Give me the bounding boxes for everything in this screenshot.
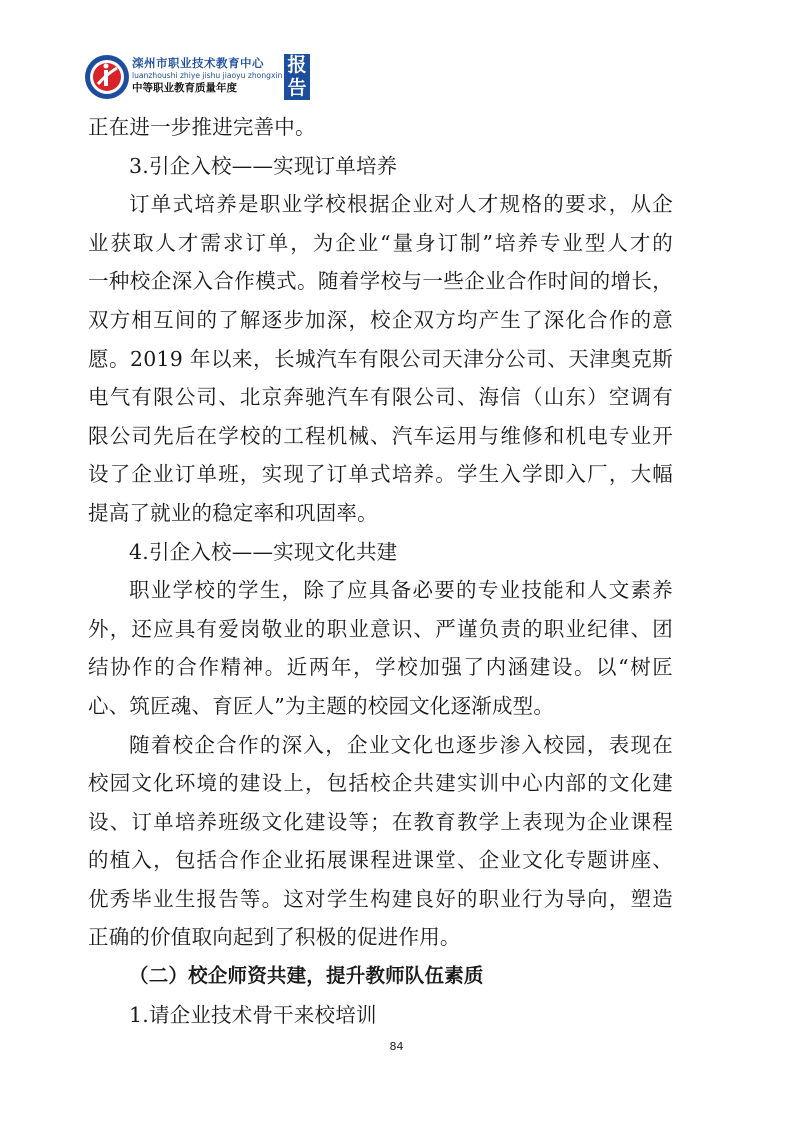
text-line: 订单式培养是职业学校根据企业对人才规格的要求，从企 [129, 192, 673, 217]
text-line: 双方相互间的了解逐步加深，校企双方均产生了深化合作的意 [88, 307, 673, 332]
text-line: 愿。2019 年以来，长城汽车有限公司天津分公司、天津奥克斯 [88, 346, 673, 371]
school-logo-icon [84, 54, 130, 100]
text-line: 业获取人才需求订单，为企业“量身订制”培养专业型人才的 [88, 230, 673, 255]
page-number: 84 [389, 1040, 404, 1053]
org-pinyin: luanzhoushi zhiye jishu jiaoyu zhongxin [132, 71, 283, 80]
section-heading: 3.引企入校——实现订单培养 [129, 153, 398, 178]
org-name: 滦州市职业技术教育中心 [132, 56, 264, 70]
text-line: 心、筑匠魂、育匠人”为主题的校园文化逐渐成型。 [88, 693, 555, 718]
text-line: 结协作的合作精神。近两年，学校加强了内涵建设。以“树匠 [88, 655, 673, 680]
text-line: 外，还应具有爱岗敬业的职业意识、严谨负责的职业纪律、团 [88, 616, 673, 641]
badge-char-2: 告 [287, 77, 307, 99]
section-heading: 4.引企入校——实现文化共建 [129, 539, 398, 564]
text-line: 正在进一步推进完善中。 [88, 115, 316, 139]
text-line: 设、订单培养班级文化建设等；在教育教学上表现为企业课程 [88, 809, 673, 834]
text-line: 提高了就业的稳定率和巩固率。 [88, 500, 378, 525]
text-line: 校园文化环境的建设上，包括校企共建实训中心内部的文化建 [88, 771, 673, 796]
report-badge [284, 54, 310, 100]
report-title: 中等职业教育质量年度 [132, 82, 237, 94]
text-line: 一种校企深入合作模式。随着学校与一些企业合作时间的增长， [88, 269, 673, 294]
text-line: 正确的价值取向起到了积极的促进作用。 [88, 925, 461, 950]
report-header [84, 52, 314, 102]
text-line: 限公司先后在学校的工程机械、汽车运用与维修和机电专业开 [88, 423, 673, 448]
subsection-heading: （二）校企师资共建，提升教师队伍素质 [129, 964, 484, 988]
text-line: 的植入，包括合作企业拓展课程进课堂、企业文化专题讲座、 [88, 848, 673, 873]
section-heading: 1.请企业技术骨干来校培训 [129, 1002, 377, 1027]
text-line: 随着校企合作的深入，企业文化也逐步渗入校园，表现在 [129, 732, 673, 757]
text-line: 职业学校的学生，除了应具备必要的专业技能和人文素养 [129, 578, 673, 603]
text-line: 电气有限公司、北京奔驰汽车有限公司、海信（山东）空调有 [88, 385, 673, 410]
text-line: 优秀毕业生报告等。这对学生构建良好的职业行为导向，塑造 [88, 886, 673, 911]
text-line: 设了企业订单班，实现了订单式培养。学生入学即入厂，大幅 [88, 462, 673, 487]
body-text [88, 108, 673, 1034]
badge-char-1: 报 [287, 54, 307, 76]
